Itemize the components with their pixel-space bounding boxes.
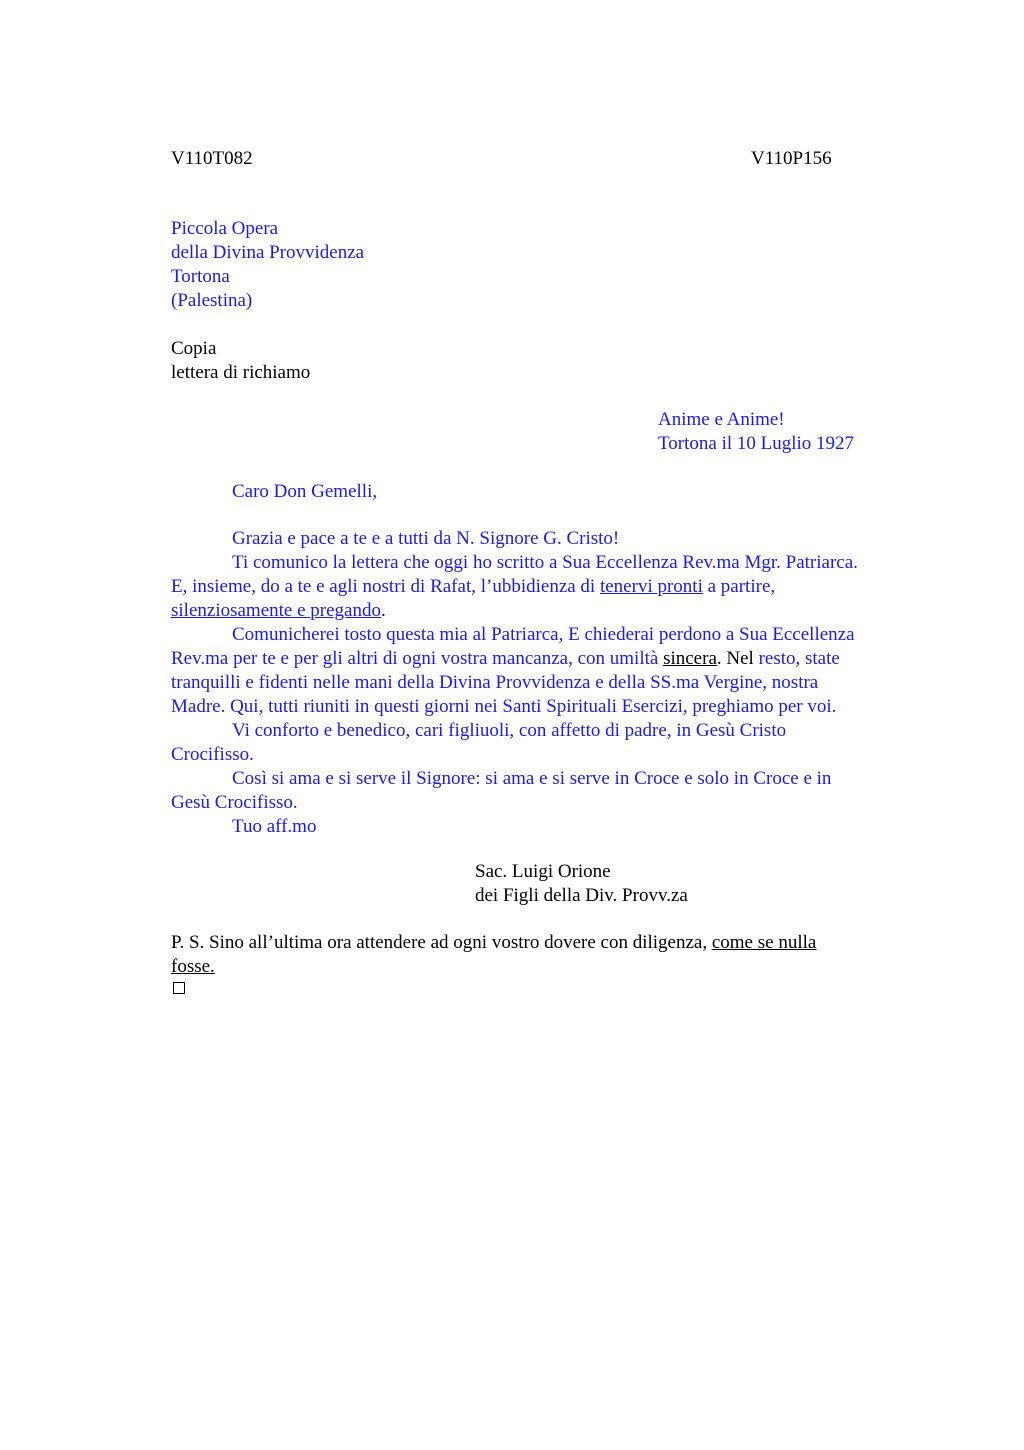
- salutation: Caro Don Gemelli,: [232, 481, 378, 502]
- signature-name: Sac. Luigi Orione: [475, 861, 611, 882]
- body-line: [171, 647, 931, 671]
- underlined-text: come se nulla: [711, 932, 817, 953]
- underlined-text: sincera: [663, 648, 717, 669]
- body-line: Ti comunico la lettera che oggi ho scritto a Sua Eccellenza Rev.ma Mgr. Patriarca.: [232, 552, 858, 573]
- letter-body: [171, 527, 931, 839]
- sender-line: Piccola Opera: [171, 218, 279, 239]
- body-line: [171, 575, 931, 599]
- body-line: Così si ama e si serve il Signore: si ama e si serve in Croce e solo in Croce e in: [232, 768, 832, 789]
- body-line: Crocifisso.: [171, 744, 254, 765]
- body-text: resto, state: [758, 648, 840, 669]
- note-line: lettera di richiamo: [171, 362, 311, 383]
- body-line: Tuo aff.mo: [232, 816, 317, 837]
- motto: Anime e Anime!: [658, 409, 785, 430]
- placeholder-box-icon: [173, 982, 185, 994]
- body-text: E, insieme, do a te e agli nostri di Rafat, l’ubbidienza di: [171, 576, 600, 597]
- body-text: Rev.ma per te e per gli altri di ogni vostra mancanza, con umiltà: [171, 648, 664, 669]
- body-text: .: [380, 600, 386, 621]
- underlined-text: fosse.: [171, 956, 215, 977]
- sender-line: della Divina Provvidenza: [171, 242, 365, 263]
- signature-title: dei Figli della Div. Provv.za: [475, 885, 688, 906]
- document-code-left: V110T082: [171, 148, 253, 169]
- postscript-line: [171, 931, 931, 955]
- body-line: Vi conforto e benedico, cari figliuoli, con affetto di padre, in Gesù Cristo: [232, 720, 787, 741]
- document-code-right: V110P156: [751, 148, 832, 169]
- body-line: Comunicherei tosto questa mia al Patriarca, E chiederai perdono a Sua Eccellenza: [232, 624, 855, 645]
- body-line: [171, 599, 931, 623]
- body-text: . Nel: [716, 648, 759, 669]
- signature-block: [475, 860, 688, 908]
- body-line: Grazia e pace a te e a tutti da N. Signore G. Cristo!: [232, 528, 620, 549]
- body-line: Madre. Qui, tutti riuniti in questi giorni nei Santi Spirituali Esercizi, preghiamo per voi.: [171, 696, 837, 717]
- underlined-text: tenervi pronti: [599, 576, 703, 597]
- postscript: [171, 931, 931, 979]
- dateline: [658, 408, 854, 456]
- sender-line: (Palestina): [171, 290, 253, 311]
- place-date: Tortona il 10 Luglio 1927: [658, 433, 855, 454]
- body-line: tranquilli e fidenti nelle mani della Divina Provvidenza e della SS.ma Vergine, nostra: [171, 672, 819, 693]
- body-text: a partire,: [702, 576, 776, 597]
- note-line: Copia: [171, 338, 217, 359]
- sender-line: Tortona: [171, 266, 230, 287]
- body-line: Gesù Crocifisso.: [171, 792, 298, 813]
- sender-address: [171, 217, 364, 313]
- postscript-line: [171, 955, 931, 979]
- underlined-text: silenziosamente e pregando: [171, 600, 381, 621]
- document-note: [171, 337, 310, 385]
- postscript-text: P. S. Sino all’ultima ora attendere ad ogni vostro dovere con diligenza,: [171, 932, 712, 953]
